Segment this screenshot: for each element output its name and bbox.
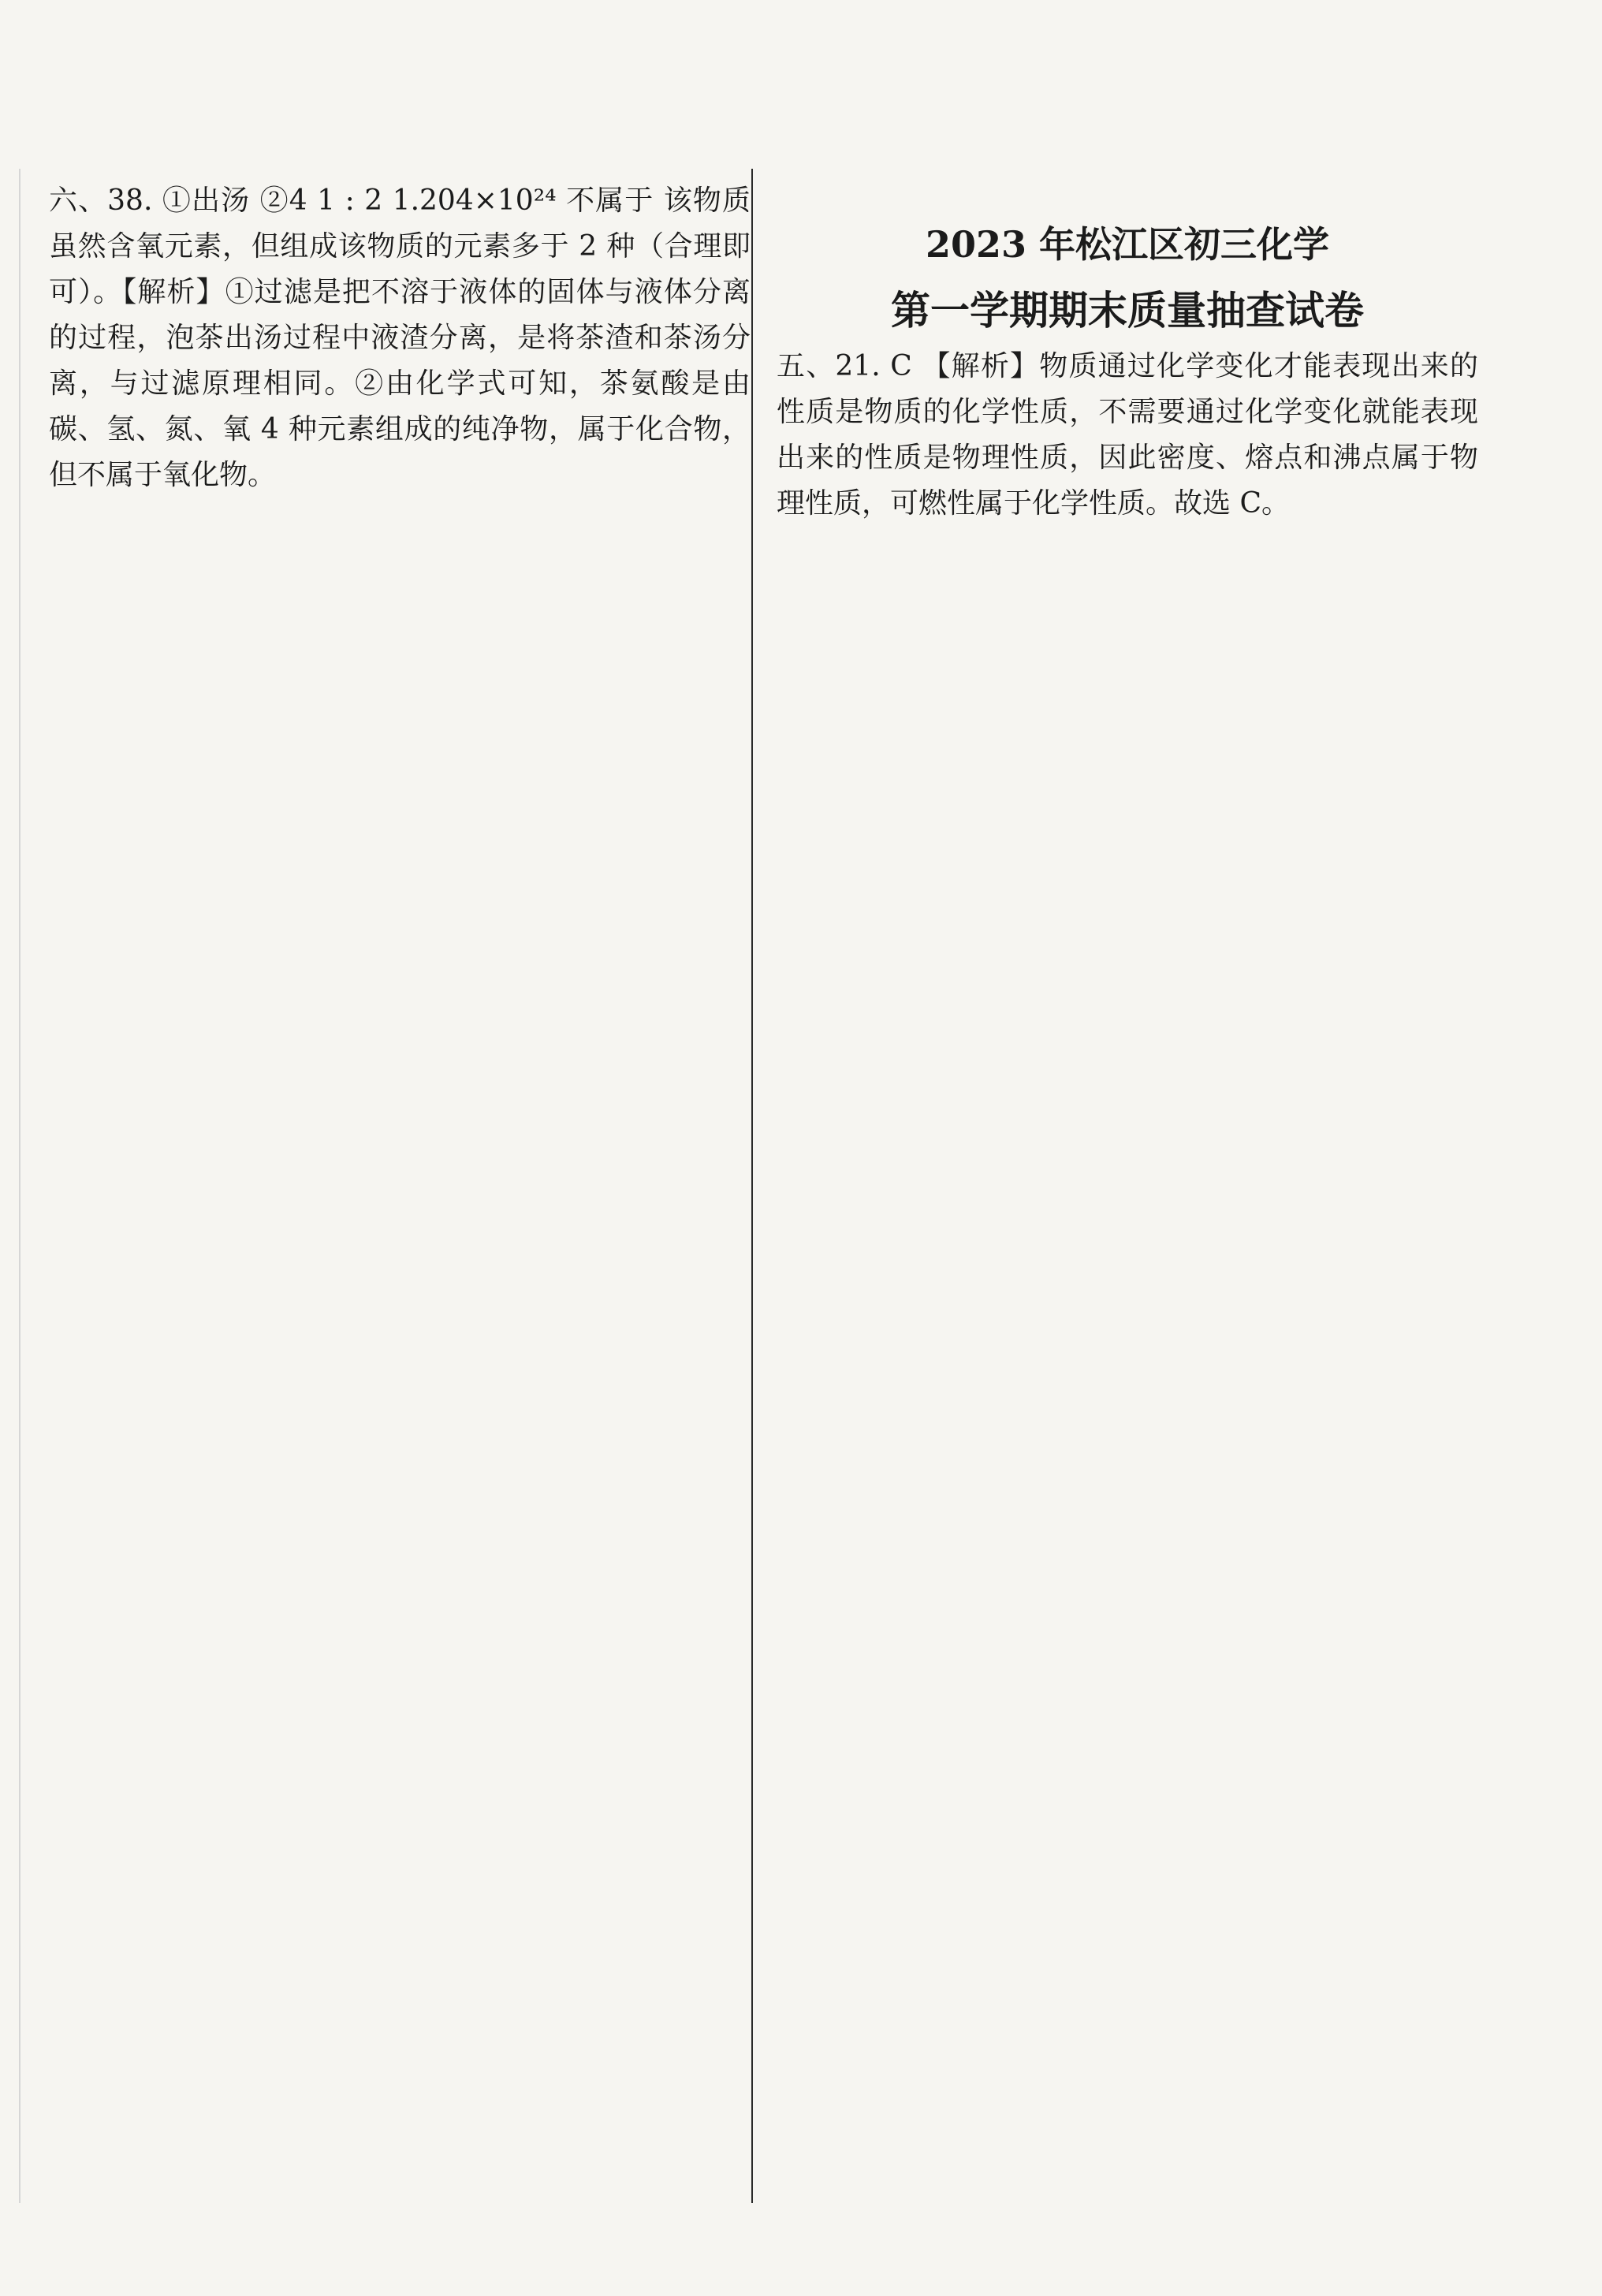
left-margin-rule [19, 169, 20, 2203]
right-column [777, 178, 1478, 527]
column-divider [751, 169, 753, 2203]
answer-block-38: 六、38. ①出汤 ②4 1 : 2 1.204×10²⁴ 不属于 该物质虽然含氧元素，但组成该物质的元素多于 2 种（合理即可）。【解析】①过滤是把不溶于液体的固体与液体分离的过程，泡茶出汤过程中液渣分离，是将茶渣和茶汤分离，与过滤原理相同。②由化学式可知，茶氨酸是由碳、氢、氮、氧 4 种元素组成的纯净物，属于化合物，但不属于氧化物。 [49, 184, 751, 491]
section-heading-exam: 第一学期期末质量抽查试卷 [891, 287, 1364, 334]
answer-block-21: 五、21. C 【解析】物质通过化学变化才能表现出来的性质是物质的化学性质，不需要通过化学变化就能表现出来的性质是物理性质，因此密度、熔点和沸点属于物理性质，可燃性属于化学性质。故选 C。 [777, 350, 1478, 520]
section-heading-year: 2023 年松江区初三化学 [925, 223, 1330, 266]
left-column [49, 178, 751, 498]
